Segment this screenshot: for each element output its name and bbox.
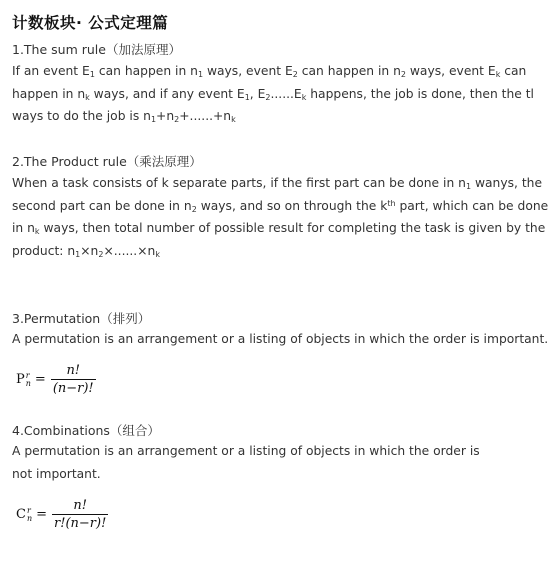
combination-formula: C r n = $\frac{n!}{r!(n-r)!}$ [16, 498, 107, 531]
product-rule-line-4: product: $n_1\times n_2\times......\times n_k$ [12, 243, 160, 259]
sum-rule-heading: 1.The sum rule（加法原理） [12, 42, 181, 57]
page-title: 计数板块· 公式定理篇 [12, 14, 169, 32]
permutation-formula: P r n = $\frac{n!}{(n-r)!}$ [16, 363, 94, 396]
sum-rule-paragraph [12, 60, 534, 128]
product-rule-paragraph [12, 172, 548, 262]
permutation-definition: A permutation is an arrangement or a listing of objects in which the order is important. [12, 332, 548, 346]
combinations-definition: A permutation is an arrangement or a listing of objects in which the order is not important. [12, 444, 480, 481]
sum-rule-line-2: happen in $n_k$ ways, and if any event $E_1$, $E_2......E_k$ happens, the job is done, then the tl [12, 86, 534, 102]
product-rule-line-2: second part can be done in $n_2$ ways, and so on through the $k^{th}$ part, which can be done [12, 198, 548, 214]
sum-rule-line-3: ways to do the job is $n_1+n_2+......+n_k$ [12, 109, 236, 124]
product-rule-heading: 2.The Product rule（乘法原理） [12, 154, 202, 169]
permutation-heading: 3.Permutation（排列） [12, 311, 151, 326]
combinations-heading: 4.Combinations（组合） [12, 423, 160, 438]
product-rule-line-1: When a task consists of k separate parts, if the first part can be done in $n_1$ wanys, the [12, 176, 543, 191]
sum-rule-line-1: If an event $E_1$ can happen in $n_1$ ways, event $E_2$ can happen in $n_2$ ways, event $E_k$ can [12, 64, 527, 79]
product-rule-line-3: in $n_k$ ways, then total number of possible result for completing the task is given by the [12, 221, 546, 236]
